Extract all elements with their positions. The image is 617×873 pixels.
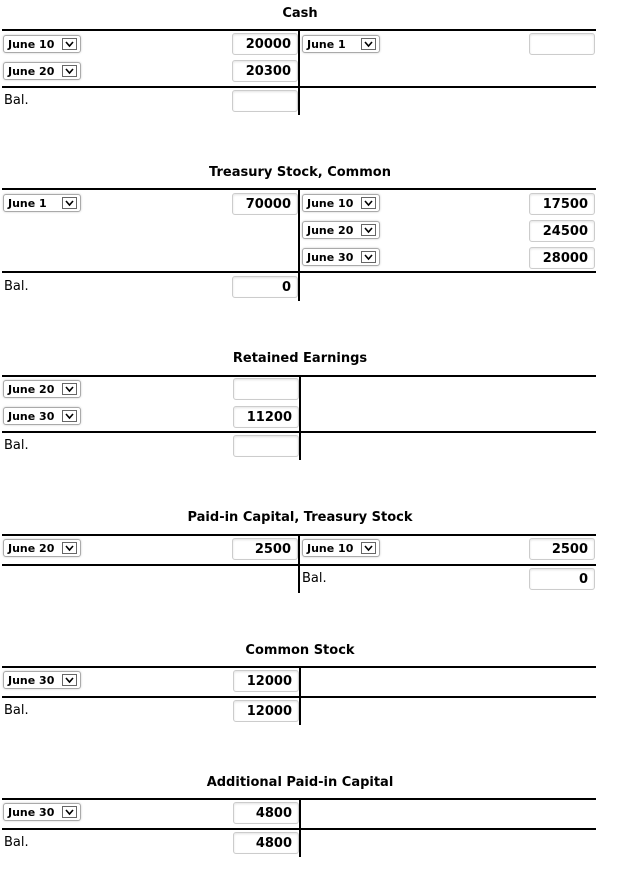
- date-select-value: June 30: [8, 410, 55, 423]
- amount-input[interactable]: [529, 33, 595, 55]
- balance-rule: [2, 828, 596, 830]
- chevron-down-icon: [62, 542, 77, 554]
- balance-rule: [2, 431, 596, 433]
- amount-input[interactable]: 20300: [232, 60, 298, 82]
- balance-rule: [2, 564, 596, 566]
- date-select-value: June 30: [307, 251, 354, 264]
- chevron-down-icon: [62, 65, 77, 77]
- amount-input[interactable]: 70000: [232, 193, 298, 215]
- balance-label: Bal.: [4, 279, 29, 294]
- balance-input[interactable]: 0: [232, 276, 298, 298]
- date-select-value: June 30: [8, 806, 55, 819]
- balance-rule: [2, 86, 596, 88]
- date-select[interactable]: [302, 221, 380, 239]
- chevron-down-icon: [361, 251, 376, 263]
- balance-label: Bal.: [302, 571, 327, 586]
- date-select-value: June 10: [307, 197, 354, 210]
- balance-label: Bal.: [4, 438, 29, 453]
- amount-input[interactable]: 28000: [529, 247, 595, 269]
- account-title: Cash: [282, 6, 318, 21]
- account-title: Paid-in Capital, Treasury Stock: [187, 510, 413, 525]
- chevron-down-icon: [361, 197, 376, 209]
- date-select-value: June 20: [8, 65, 55, 78]
- amount-input[interactable]: 17500: [529, 193, 595, 215]
- date-select[interactable]: [3, 194, 81, 212]
- chevron-down-icon: [62, 674, 77, 686]
- balance-input[interactable]: [232, 90, 298, 112]
- balance-rule: [2, 271, 596, 273]
- date-select-value: June 20: [8, 542, 55, 555]
- date-select-value: June 1: [8, 197, 47, 210]
- date-select-value: June 30: [8, 674, 55, 687]
- date-select[interactable]: [3, 62, 81, 80]
- date-select-value: June 10: [8, 38, 55, 51]
- chevron-down-icon: [62, 806, 77, 818]
- chevron-down-icon: [361, 224, 376, 236]
- t-account-divider: [298, 190, 300, 301]
- account-title: Common Stock: [245, 643, 355, 658]
- date-select[interactable]: [3, 35, 81, 53]
- date-select[interactable]: [302, 539, 380, 557]
- amount-input[interactable]: 11200: [233, 406, 299, 428]
- balance-label: Bal.: [4, 93, 29, 108]
- chevron-down-icon: [361, 542, 376, 554]
- t-account-divider: [299, 377, 301, 460]
- amount-input[interactable]: 24500: [529, 220, 595, 242]
- balance-input[interactable]: 0: [529, 568, 595, 590]
- date-select-value: June 20: [307, 224, 354, 237]
- balance-label: Bal.: [4, 835, 29, 850]
- date-select[interactable]: [302, 194, 380, 212]
- date-select-value: June 20: [8, 383, 55, 396]
- amount-input[interactable]: 2500: [529, 538, 595, 560]
- date-select[interactable]: [3, 539, 81, 557]
- date-select-value: June 1: [307, 38, 346, 51]
- balance-input[interactable]: 4800: [233, 832, 299, 854]
- date-select-value: June 10: [307, 542, 354, 555]
- balance-rule: [2, 696, 596, 698]
- date-select[interactable]: [3, 803, 81, 821]
- chevron-down-icon: [62, 38, 77, 50]
- balance-input[interactable]: 12000: [233, 700, 299, 722]
- chevron-down-icon: [62, 383, 77, 395]
- balance-label: Bal.: [4, 703, 29, 718]
- chevron-down-icon: [361, 38, 376, 50]
- amount-input[interactable]: 12000: [233, 670, 299, 692]
- date-select[interactable]: [302, 35, 380, 53]
- account-title: Treasury Stock, Common: [209, 165, 391, 180]
- chevron-down-icon: [62, 410, 77, 422]
- account-title: Retained Earnings: [232, 351, 368, 366]
- amount-input[interactable]: 2500: [232, 538, 298, 560]
- chevron-down-icon: [62, 197, 77, 209]
- date-select[interactable]: [3, 380, 81, 398]
- date-select[interactable]: [3, 671, 81, 689]
- amount-input[interactable]: 20000: [232, 33, 298, 55]
- account-title: Additional Paid-in Capital: [206, 775, 394, 790]
- amount-input[interactable]: [233, 378, 299, 400]
- date-select[interactable]: [302, 248, 380, 266]
- balance-input[interactable]: [233, 435, 299, 457]
- date-select[interactable]: [3, 407, 81, 425]
- amount-input[interactable]: 4800: [233, 802, 299, 824]
- t-account-divider: [298, 31, 300, 115]
